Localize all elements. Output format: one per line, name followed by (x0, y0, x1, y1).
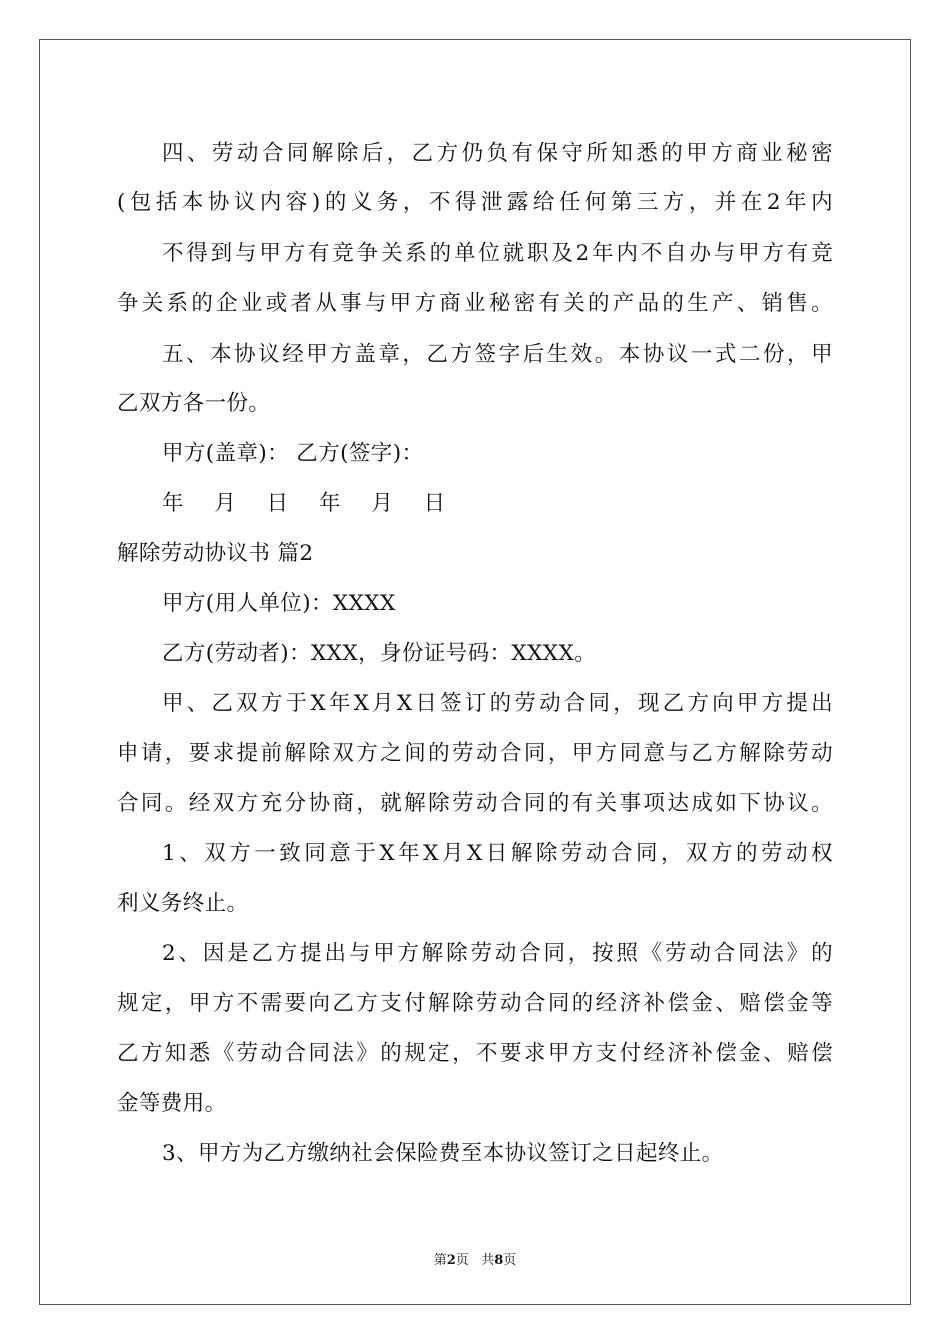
footer-mid: 页 共 (455, 1253, 495, 1268)
paragraph-line: 乙双方各一份。 (117, 391, 271, 416)
signature-line: 甲方(盖章)： 乙方(签字)： (162, 441, 424, 466)
paragraph-line: 四、劳动合同解除后，乙方仍负有保守所知悉的甲方商业秘密 (162, 141, 833, 166)
party-a-line: 甲方(用人单位)：XXXX (162, 591, 396, 616)
paragraph-line: 申请，要求提前解除双方之间的劳动合同，甲方同意与乙方解除劳动 (117, 741, 833, 766)
date-line: 年 月 日 年 月 日 (162, 491, 458, 516)
paragraph-line: 利义务终止。 (117, 891, 249, 916)
current-page-number: 2 (446, 1253, 456, 1268)
paragraph-line: 规定，甲方不需要向乙方支付解除劳动合同的经济补偿金、赔偿金等 (117, 991, 833, 1016)
paragraph-line: 合同。经双方充分协商，就解除劳动合同的有关事项达成如下协议。 (117, 791, 833, 816)
paragraph-line: 2、因是乙方提出与甲方解除劳动合同，按照《劳动合同法》的 (162, 941, 833, 966)
paragraph-line: 1、双方一致同意于X年X月X日解除劳动合同，双方的劳动权 (162, 841, 833, 866)
paragraph-line: 五、本协议经甲方盖章，乙方签字后生效。本协议一式二份，甲 (162, 342, 833, 367)
total-page-number: 8 (494, 1253, 504, 1268)
page-footer (0, 1249, 950, 1268)
footer-prefix: 第 (433, 1253, 447, 1268)
paragraph-line: 金等费用。 (117, 1091, 227, 1116)
paragraph-line: (包括本协议内容)的义务，不得泄露给任何第三方，并在2年内 (117, 190, 833, 215)
paragraph-line: 争关系的企业或者从事与甲方商业秘密有关的产品的生产、销售。 (117, 291, 833, 316)
section-title: 解除劳动协议书 篇2 (117, 541, 314, 566)
party-b-line: 乙方(劳动者)：XXX，身份证号码：XXXX。 (162, 641, 597, 666)
paragraph-line: 乙方知悉《劳动合同法》的规定，不要求甲方支付经济补偿金、赔偿 (117, 1041, 833, 1066)
footer-suffix: 页 (503, 1253, 517, 1268)
paragraph-line: 不得到与甲方有竞争关系的单位就职及2年内不自办与甲方有竞 (162, 241, 833, 266)
paragraph-line: 甲、乙双方于X年X月X日签订的劳动合同，现乙方向甲方提出 (162, 691, 833, 716)
paragraph-line: 3、甲方为乙方缴纳社会保险费至本协议签订之日起终止。 (162, 1141, 724, 1166)
